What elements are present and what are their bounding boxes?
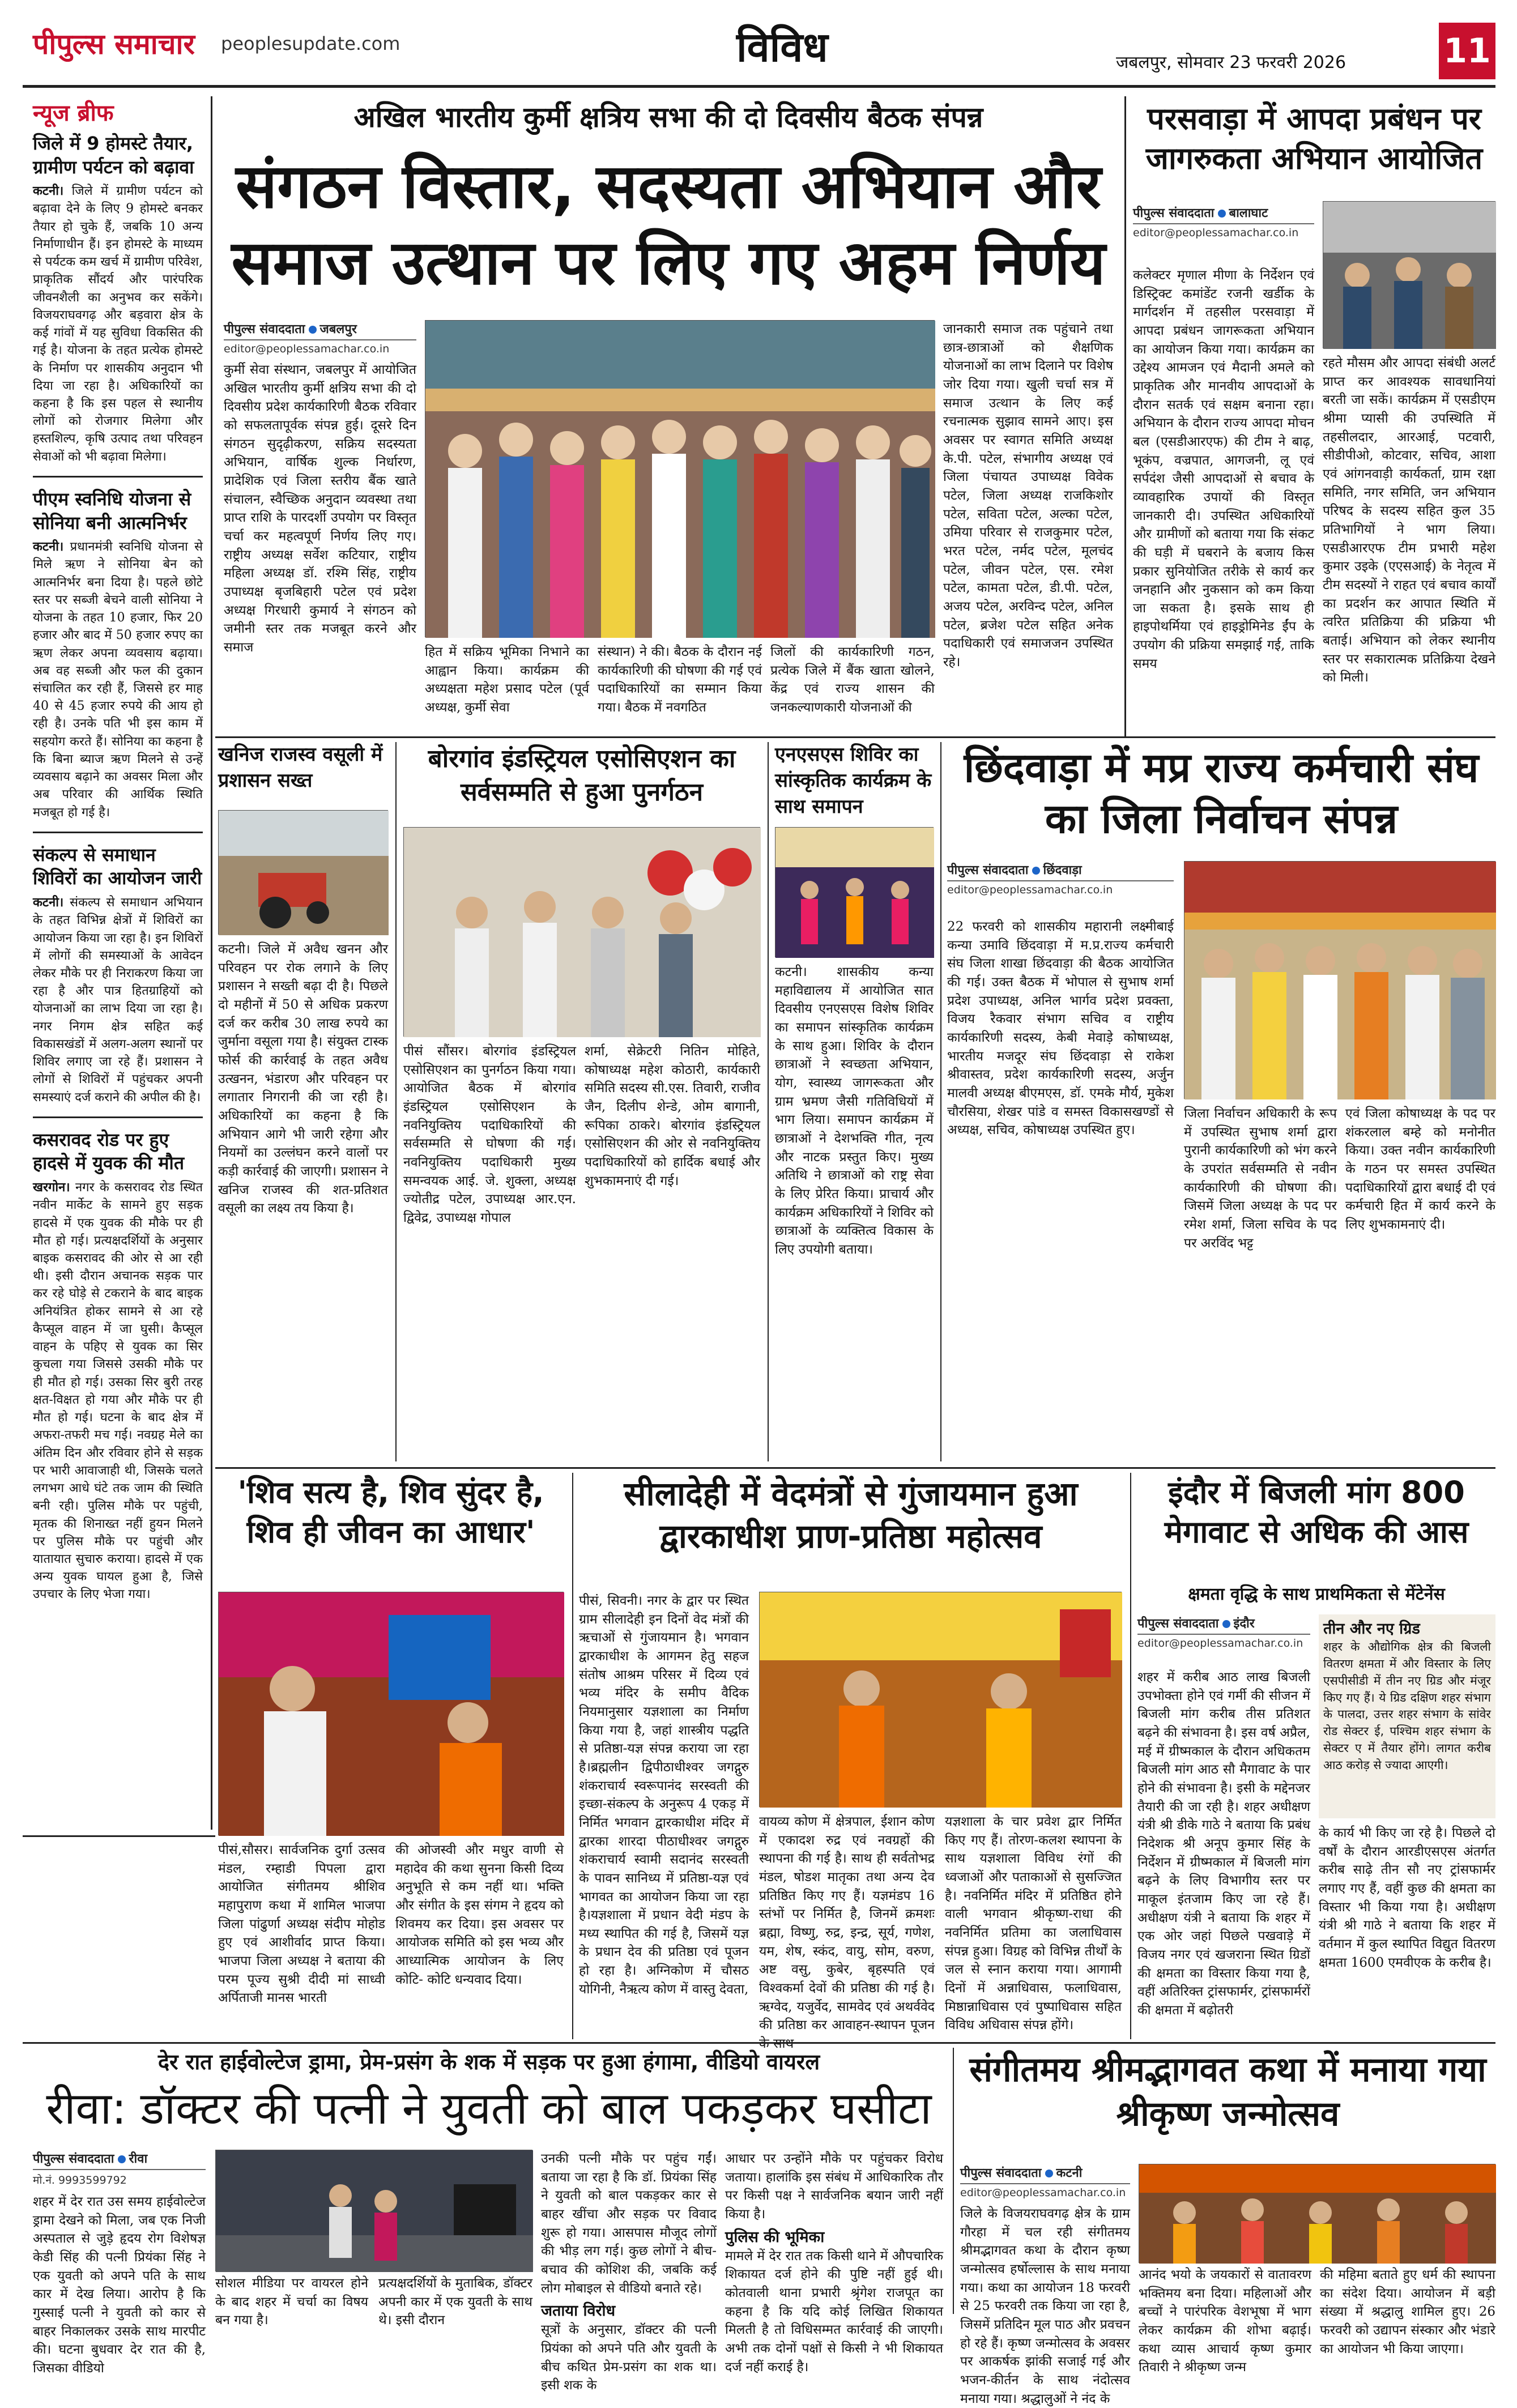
khanij-photo [218, 810, 388, 935]
rewa-headline: रीवा: डॉक्टर की पत्नी ने युवती को बाल पकड़कर घसीटा [46, 2083, 932, 2134]
bullet-icon [1045, 2170, 1053, 2177]
rewa-col1: पीपुल्स संवाददाता रीवा मो.नं. 9993599792 शहर में देर रात उस समय हाईवोल्टेज ड्रामा देखने को मिला, जब एक निजी अस्पताल से जुड़े हृदय रोग विशेषज्ञ केडी सिंह की पत्नी प्रियंका सिंह ने एक युवती को अपने पति के साथ कार में देख लिया। आरोप है कि गुस्साई पत्नी ने युवती को कार से बाहर निकालकर उसके साथ मारपीट की। घटना बुधवार देर रात की है, जिसका वीडियो [33, 2150, 206, 2314]
rewa-col4: आधार पर उन्होंने मौके पर पहुंचकर विरोध जताया। हालांकि इस संबंध में आधिकारिक तौर पर किसी पक्ष ने सार्वजनिक बयान जारी नहीं किया है। पुलिस की भूमिका मामले में देर रात तक किसी थाने में औपचारिक शिकायत दर्ज होने की पुष्टि नहीं हुई थी। कोतवाली थाना प्रभारी श्रृंगेश राजपूत का कहना है कि यदि कोई लिखित शिकायत मिलती है तो विधिसम्मत कार्रवाई की जाएगी। अभी तक दोनों पक्षों से किसी ने भी शिकायत दर्ज नहीं कराई है। [725, 2151, 943, 2375]
rewa-kicker: देर रात हाईवोल्टेज ड्रामा, प्रेम-प्रसंग के शक में सड़क पर हुआ हंगामा, वीडियो वायरल [157, 2049, 820, 2074]
bhagwat-photo [1139, 2164, 1495, 2263]
bullet-icon [1218, 210, 1226, 218]
committee-photo-image [1184, 862, 1496, 1099]
bhagwat-headline: संगीतमय श्रीमद्भागवत कथा में मनाया गया श्रीकृष्ण जन्मोत्सव [969, 2050, 1486, 2134]
chhindwara-col1: 22 फरवरी को शासकीय महारानी लक्ष्मीबाई कन्या उमावि छिंदवाड़ा में म.प्र.राज्य कर्मचारी संघ जिला शाखा छिंदवाड़ा की बैठक आयोजित की गई। उक्त बैठक में भोपाल से सुभाष शर्मा प्रदेश उपाध्यक्ष, अनिल भार्गव प्रदेश प्रवक्ता, विजय रैकवार संभाग सचिव व राष्ट्रीय कार्यकारिणी सदस्य, केबी मेवाड़े कोषाध्यक्ष, भारतीय मजदूर संघ छिंदवाड़ा से राकेश श्रीवास्तव, प्रदेश कार्यकारिणी सदस्य, अर्जुन मालवी अध्यक्ष बीएमएस, डॉ. एमके मौर्य, मुकेश चौरसिया, शेखर पांडे व समस्त विकासखण्डों से अध्यक्ष, सचिव, कोषाध्यक्ष उपस्थित हुए। [947, 919, 1174, 1138]
chhindwara-byline: पीपुल्स संवाददाता छिंदवाड़ा editor@peoplessamachar.co.in [947, 861, 1174, 918]
tractor-photo-image [219, 811, 389, 935]
parasawada-headline: परसवाड़ा में आपदा प्रबंधन पर जागरुकता अभियान आयोजित [1145, 101, 1483, 177]
rewa-col2: प्रत्यक्षदर्शियों के मुताबिक, डॉक्टर अपनी कार में एक युवती के साथ थे। इसी दौरान [378, 2276, 532, 2328]
lead-byline: पीपुल्स संवाददाता जबलपुर [224, 320, 416, 340]
lead-email: editor@peoplessamachar.co.in [224, 343, 390, 355]
training-photo-image [1323, 202, 1496, 349]
seeladehi-col2: वायव्य कोण में क्षेत्रपाल, ईशान कोण में एकादश रुद्र एवं नवग्रहों की स्थापना की गई है। साथ ही सर्वतोभद्र मंडल, षोडश मातृका तथा अन्य देव प्रतिष्ठित किए गए हैं। यज्ञमंडप 16 स्तंभों पर निर्मित है, जिनमें क्रमशः ब्रह्मा, विष्णु, रुद्र, इन्द्र, सूर्य, गणेश, यम, शेष, स्कंद, वायु, सोम, वरुण, अष्ट वसु, कुबेर, बृहस्पति एवं विश्वकर्मा देवों की प्रतिष्ठा की गई है। ऋग्वेद, यजुर्वेद, सामवेद एवं अथर्ववेद की प्रतिष्ठा कर आवाहन-स्थापन पूजन [759, 1814, 935, 2033]
site-url[interactable]: peoplesupdate.com [221, 33, 400, 54]
indore-box-text: शहर के औद्योगिक क्षेत्र की बिजली वितरण क्षमता में और विस्तार के लिए एसपीसीडी में तीन नए ग्रिड और मंजूर किए गए हैं। ये ग्रिड दक्षिण शहर संभाग के पालदा, उत्तर शहर संभाग के सांवेर रोड सेक्टर ई, पश्चिम शहर संभाग के सेक्टर ए में तैयार होंगे। लागत करीब आठ करोड़ से ज्यादा आएगी। [1323, 1640, 1491, 1772]
seeladehi-photo [759, 1592, 1122, 1807]
rewa-caption: सोशल मीडिया पर वायरल होने के बाद शहर में चर्चा का विषय बन गया है। [215, 2276, 368, 2328]
lead-under2: संस्थान) ने की। बैठक के दौरान नई कार्यकारिणी की घोषणा की गई एवं पदाधिकारियों का सम्मान किया गया। बैठक में नवगठित [598, 645, 762, 715]
shiv-col2: की ओजस्वी और मधुर वाणी से महादेव की कथा सुनना किसी दिव्य अनुभूति से कम नहीं था। भक्ति और संगीत के इस संगम ने हृदय को शिवमय कर दिया। इस अवसर पर आयोजक समिति को इस भव्य और आध्यात्मिक आयोजन के लिए कोटि- कोटि धन्यवाद दिया। [395, 1843, 564, 1987]
chhindwara-col3: एवं जिला कोषाध्यक्ष के पद पर शंकरलाल बम्हे को मनोनीत किया। उक्त नवीन कार्यकारिणी के गठन पर समस्त उपस्थित पदाधिकारियों द्वारा बधाई दी एवं कर्मचारी हित में कार्य करने के लिए शुभकामनाएं दी। [1345, 1106, 1495, 1232]
bhagwat-col3: की महिमा बताते हुए धर्म की स्थापना का संदेश दिया। आयोजन में बड़ी संख्या में श्रद्धालु शामिल हुए। 26 फरवरी को उद्यापन संस्कार और भंडारे का आयोजन भी किया जाएगा। [1320, 2268, 1495, 2356]
column-divider [572, 1473, 573, 2039]
brief-text: कटनी। जिले में ग्रामीण पर्यटन को बढ़ावा देने के लिए 9 होमस्टे बनकर तैयार हो चुके हैं, जबकि 10 अन्य निर्माणाधीन हैं। इन होमस्टे के माध्यम से पर्यटक कम खर्च में ग्रामीण परिवेश, प्राकृतिक सौंदर्य और पारंपरिक जीवनशैली का अनुभव कर सकेंगे। विजयराघवगढ़ और बड़वारा क्षेत्र के कई गांवों में यह सुविधा विकसित की गई है। योजना के तहत प्रत्येक होमस्टे के निर्माण पर शासकीय अनुदान भी दिया जा रहा है। अधिकारियों का कहना है कि इस पहल से स्थानीय लोगों को रोजगार मिलेगा और हस्तशिल्प, कृषि उत्पाद तथा परिवहन सेवाओं को भी बढ़ावा मिलेगा। [33, 184, 203, 464]
brief-title: संकल्प से समाधान शिविरों का आयोजन जारी [33, 843, 202, 889]
seeladehi-headline: सीलादेही में वेदमंत्रों से गुंजायमान हुआ द्वारकाधीश प्राण-प्रतिष्ठा महोत्सव [624, 1474, 1078, 1556]
parasawada-col1: कलेक्टर मृणाल मीणा के निर्देशन एवं डिस्ट्रिक्ट कमांडेंट रजनी खर्डीक के मार्गदर्शन में तहसील परसवाड़ा में आपदा प्रबंधन जागरूकता अभियान का आयोजन किया गया। कार्यक्रम का उद्देश्य आमजन एवं मैदानी अमले को प्राकृतिक और मानवीय आपदाओं के दौरान सतर्क एवं सक्षम बनाना रहा। अभियान के दौरान राज्य आपदा मोचन बल (एसडीआरएफ) की टीम ने बाढ़, भूकंप, वज्रपात, आगजनी, लू एवं सर्पदंश जैसी आपदाओं से बचाव के व्यावहारिक उपायों की विस्तृत जानकारी दी। उपस्थित अधिकारियों और ग्रामीणों को बताया गया कि संकट की घड़ी में घबराने के बजाय किस प्रकार सुनियोजित तरीके से कार्य कर जनहानि और नुकसान को कम किया जा सकता है। इसके साथ ही हाइपोथर्मिया एवं हाइड्रोमिनेड ईंप के उपयोग की प्रक्रिया समझाई गई, ताकि समय [1133, 268, 1314, 671]
indore-byline: पीपुल्स संवाददाता इंदौर editor@peoplessamachar.co.in [1137, 1614, 1310, 1671]
column-divider [1130, 1473, 1131, 2039]
brief-item [33, 843, 203, 1106]
rewa-col3: उनकी पत्नी मौके पर पहुंच गईं। बताया जा रहा है कि डॉ. प्रियंका सिंह ने युवती को बाल पकड़कर कार से बाहर खींचा और सड़क पर विवाद शुरू हो गया। आसपास मौजूद लोगों की भीड़ लग गई। कुछ लोगों ने बीच-बचाव की कोशिश की, जबकि कई लोग मोबाइल से वीडियो बनाते रहे। जताया विरोध सूत्रों के अनुसार, डॉक्टर की पत्नी प्रियंका को अपने पति और युवती के बीच कथित प्रेम-प्रसंग का शक था। इसी शक के [541, 2151, 717, 2393]
group-photo-image [425, 321, 935, 638]
indore-box [1319, 1614, 1495, 1818]
shiv-photo [218, 1592, 564, 1835]
brief-text: कटनी। संकल्प से समाधान अभियान के तहत विभिन्न क्षेत्रों में शिविरों का आयोजन किया जा रहा है। इन शिविरों में लोगों की समस्याओं के आवेदन लेकर मौके पर ही निराकरण किया जा रहा है और पात्र हितग्राहियों को योजनाओं का लाभ दिया जा रहा है। नगर निगम क्षेत्र सहित कई विकासखंडों में अलग-अलग स्थानों पर शिविर लगाए जा रहे हैं। प्रशासन ने लोगों से शिविरों में पहुंचकर अपनी समस्याएं दर्ज कराने की अपील की है। [33, 896, 203, 1105]
column-divider [211, 96, 212, 1830]
section-divider [23, 2042, 1495, 2044]
khanij-headline: खनिज राजस्व वसूली में प्रशासन सख्त [218, 743, 383, 792]
column-divider [953, 2048, 954, 2314]
indore-box-title: तीन और नए ग्रिड [1323, 1620, 1420, 1638]
brief-text: खरगोन। नगर के कसरावद रोड स्थित नवीन मार्केट के सामने हुए सड़क हादसे में एक युवक की मौके पर ही मौत हो गई। प्रत्यक्षदर्शियों के अनुसार बाइक कसरावद की ओर से आ रही थी। इसी दौरान अचानक सड़क पार कर रहे घोड़े से टकराने के बाद बाइक अनियंत्रित होकर सामने से आ रहे कैप्सूल वाहन में जा घुसी। कैप्सूल वाहन के पहिए से युवक का सिर कुचला गया जिससे उसकी मौके पर ही मौत हो गई। उसका सिर बुरी तरह क्षत-विक्षत हो गया और मौके पर ही मौत हो गई। घटना के बाद क्षेत्र में अफरा-तफरी मच गई। नवग्रह मेले का अंतिम दिन और रविवार होने से सड़क पर भारी आवाजाही थी, जिसके चलते लगभग आधे घंटे तक जाम की स्थिति बनी रही। पुलिस मौके पर पहुंची, मृतक की शिनाख्त नहीं हुयन मिलने पर पुलिस मौके पर पहुंची और यातायात सुचारु कराया। हादसे में एक अन्य युवक घायल हुआ है, जिसे उपचार के लिए भेजा गया। [33, 1180, 203, 1602]
lead-headline: संगठन विस्तार, सदस्यता अभियान और समाज उत्थान पर लिए गए अहम निर्णय [231, 151, 1106, 299]
seeladehi-col3: यज्ञशाला के चार प्रवेश द्वार निर्मित किए गए हैं। तोरण-कलश स्थापना के साथ यज्ञशाला विविध रंगों की ध्वजाओं और पताकाओं से सुसज्जित है। नवनिर्मित मंदिर में प्रतिष्ठित होने वाली भगवान श्रीकृष्ण-राधा की नवनिर्मित प्रतिमा का जलाधिवास संपन्न हुआ। विग्रह को विभिन्न तीर्थों के जल से स्नान कराया गया। आगामी दिनों में अन्नाधिवास, फलाधिवास, मिष्ठान्नाधिवास एवं पुष्पाधिवास सहित विविध अधिवास संपन्न होंगे। [945, 1814, 1122, 2033]
column-divider [768, 742, 769, 1461]
nss-photo [775, 827, 934, 957]
bhagwat-col2: आनंद भयो के जयकारों से वातावरण भक्तिमय बना दिया। महिलाओं और बच्चों ने पारंपरिक वेशभूषा में भाग लेकर कार्यक्रम की शोभा बढ़ाई। कथा व्यास आचार्य कृष्ण कुमार तिवारी ने श्रीकृष्ण जन्म [1139, 2268, 1311, 2375]
brief-title: जिले में 9 होमस्टे तैयार, ग्रामीण पर्यटन को बढ़ावा [33, 133, 194, 178]
chhindwara-headline: छिंदवाड़ा में मप्र राज्य कर्मचारी संघ का जिला निर्वाचन संपन्न [964, 744, 1479, 842]
borgaon-headline: बोरगांव इंडस्ट्रियल एसोसिएशन का सर्वसम्मति से हुआ पुनर्गठन [428, 744, 736, 807]
column-divider [1124, 96, 1126, 736]
borgaon-col1: पीसं सौंसर। बोरगांव इंडस्ट्रियल एसोसिएशन का पुनर्गठन किया गया। आयोजित बैठक में बोरगांव इंडस्ट्रियल एसोसिएशन के नवनियुक्तिय पदाधिकारियों की सर्वसम्मति से घोषणा की गई। नवनियुक्तिय पदाधिकारी मुख्य समन्वयक आई. जे. शुक्ला, अध्यक्ष ज्योतीद्र पटेल, उपाध्यक्ष आर.एन. द्विवेद्र, उपाध्यक्ष गोपाल [403, 1044, 576, 1225]
lead-under3: जिलों की कार्यकारिणी गठन, प्रत्येक जिले में बैंक खाता खोलने, केंद्र एवं राज्य शासन की जनकल्याणकारी योजनाओं की [770, 645, 935, 715]
edition-date: जबलपुर, सोमवार 23 फरवरी 2026 [1116, 53, 1346, 73]
news-brief-column [33, 96, 203, 1830]
borgaon-col2: शर्मा, सेक्रेटरी नितिन मोहिते, कोषाध्यक्ष महेश कोठारी, कार्यकारी समिति सदस्य सी.एस. तिवारी, राजीव जैन, दिलीप शेन्डे, ओम बागानी, रूपिका ठाकरे। बोरगांव इंडस्ट्रियल एसोसिएशन की ओर से नवनियुक्तिय पदाधिकारियों को हार्दिक बधाई और शुभकामनाएं दी गई। [585, 1044, 760, 1188]
lead-col2 [943, 320, 1113, 728]
meeting-photo-image [404, 828, 761, 1037]
chhindwara-col2: जिला निर्वाचन अधिकारी के रूप में उपस्थित सुभाष शर्मा द्वारा पुरानी कार्यकारिणी को भंग करने के उपरांत सर्वसम्मति से नवीन कार्यकारिणी की घोषणा की। जिसमें जिला अध्यक्ष के पद पर रमेश शर्मा, जिला सचिव के पद पर अरविंद भट्ट [1184, 1106, 1337, 1251]
section-title: विविध [736, 23, 828, 71]
shiv-col1: पीसं,सौसर। सार्वजनिक दुर्गा उत्सव मंडल, रम्हाडी पिपला द्वारा आयोजित संगीतमय श्रीशिव महापुराण कथा में शामिल भाजपा जिला पांढुर्णा अध्यक्ष संदीप मोहोड हुए एवं आशीर्वाद प्राप्त किया। भाजपा जिला अध्यक्ष ने बताया की परम पूज्य सुश्री दीदी मां साध्वी अर्पिताजी मानस भारती [218, 1843, 385, 2006]
lead-text-col2: जानकारी समाज तक पहुंचाने तथा छात्र-छात्राओं को शैक्षणिक योजनाओं का लाभ दिलाने पर विशेष जोर दिया गया। खुली चर्चा सत्र में समाज उत्थान के लिए कई रचनात्मक सुझाव सामने आए। इस अवसर पर स्वागत समिति अध्यक्ष के.पी. पटेल, संभागीय अध्यक्ष एवं जिला पंचायत उपाध्यक्ष विवेक पटेल, जिला अध्यक्ष राजकिशोर पटेल, सविता पटेल, अल्का पटेल, उमिया परिवार से राजकुमार पटेल, भरत पटेल, नर्मद पटेल, मूलचंद पटेल, जीवन पटेल, एस. रमेश पटेल, कामता पटेल, डी.पी. पटेल, अजय पटेल, अरविन्द पटेल, अनिल पटेल, ब्रजेश पटेल सहित अनेक पदाधिकारी एवं समाजजन उपस्थित रहे। [943, 322, 1113, 670]
nss-headline: एनएसएस शिविर का सांस्कृतिक कार्यक्रम के साथ समापन [775, 743, 932, 818]
parasawada-photo [1323, 201, 1495, 348]
bhagwat-col1: पीपुल्स संवाददाता कटनी editor@peoplessamachar.co.in जिले के विजयराघवगढ़ क्षेत्र के ग्राम गौरहा में चल रही संगीतमय श्रीमद्भागवत कथा के दौरान कृष्ण जन्मोत्सव हर्षोल्लास के साथ मनाया गया। कथा का आयोजन 18 फरवरी से 25 फरवरी तक किया जा रहा है, जिसमें प्रतिदिन मूल पाठ और प्रवचन हो रहे हैं। कृष्ण जन्मोत्सव के अवसर पर आकर्षक झांकी सजाई गई और भजन-कीर्तन के साथ नंदोत्सव मनाया गया। श्रद्धालुओं ने नंद के [960, 2164, 1130, 2314]
brief-text: कटनी। प्रधानमंत्री स्वनिधि योजना से मिले ऋण ने सोनिया बेन को आत्मनिर्भर बना दिया है। पहले छोटे स्तर पर सब्जी बेचने वाली सोनिया ने योजना के तहत 10 हजार, फिर 20 हजार और बाद में 50 हजार रुपए का ऋण लेकर अपना व्यवसाय बढ़ाया। अब वह सब्जी और फल की दुकान संचालित कर रही हैं, जिससे हर माह 40 से 45 हजार रुपये की आय हो रही है। उनके पति भी इस काम में सहयोग करते हैं। सोनिया का कहना है कि बिना ब्याज ऋण मिलने से उन्हें व्यवसाय बढ़ाने का अवसर मिला और अब परिवार की आर्थिक स्थिति मजबूत हो गई है। [33, 540, 203, 820]
indore-subhead: क्षमता वृद्धि के साथ प्राथमिकता से मेंटेनेंस [1188, 1584, 1445, 1604]
borgaon-photo [403, 827, 760, 1037]
brief-title: कसरावद रोड पर हुए हादसे में युवक की मौत [33, 1128, 185, 1174]
bullet-icon [118, 2155, 126, 2163]
brief-title: पीएम स्वनिधि योजना से सोनिया बनी आत्मनिर्भर [33, 488, 191, 534]
lead-under1: हित में सक्रिय भूमिका निभाने का आह्वान किया। कार्यक्रम की अध्यक्षता महेश प्रसाद पटेल (पूर्व अध्यक्ष, कुर्मी सेवा [425, 645, 589, 715]
newspaper-logo: पीपुल्स समाचार [33, 28, 195, 61]
indore-col2: के कार्य भी किए जा रहे है। पिछले दो वर्षों के दौरान आरडीएसएस अंतर्गत करीब साढ़े तीन सौ नए ट्रांसफार्मर लगाए गए हैं, वहीं कुछ की क्षमता का विस्तार भी किया गया है। अधीक्षण यंत्री श्री गाठे ने बताया कि शहर में वर्तमान में कुल स्थापित विद्युत वितरण क्षमता 1600 एमवीएक के करीब है। [1319, 1826, 1495, 1970]
street-photo-image [216, 2150, 533, 2272]
section-divider [215, 1467, 1495, 1469]
lead-col1 [224, 320, 416, 660]
rewa-photo [215, 2150, 532, 2271]
bullet-icon [309, 326, 317, 334]
shiv-headline: 'शिव सत्य है, शिव सुंदर है, शिव ही जीवन का आधार' [237, 1474, 544, 1550]
parasawada-col2: रहते मौसम और आपदा संबंधी अलर्ट प्राप्त कर आवश्यक सावधानियां बरती जा सकें। कार्यक्रम में एसडीएम श्रीमा प्यासी की उपस्थिति में तहसीलदार, आरआई, पटवारी, सीडीपीओ, कोटवार, सचिव, आशा एवं आंगनवाड़ी कार्यकर्ता, ग्राम रक्षा समिति, नगर समिति, जन अभियान परिषद के सदस्य सहित कुल 35 प्रतिभागियों ने भाग लिया। एसडीआरएफ टीम प्रभारी महेश कुमार उइके (एएसआई) के नेतृत्व में टीम सदस्यों ने राहत एवं बचाव कार्यों का प्रदर्शन कर आपात स्थिति में त्वरित प्रतिक्रिया की प्रक्रिया भी बताई। अभियान को लेकर स्थानीय स्तर पर सकारात्मक प्रतिक्रिया देखने को मिली। [1323, 356, 1495, 685]
masthead-divider [23, 85, 1495, 88]
bullet-icon [1222, 1620, 1230, 1628]
katha-photo-image [219, 1592, 564, 1836]
nss-text: कटनी। शासकीय कन्या महाविद्यालय में आयोजित सात दिवसीय एनएसएस विशेष शिविर का समापन सांस्कृतिक कार्यक्रम के साथ हुआ। शिविर के दौरान छात्राओं ने स्वच्छता अभियान, योग, स्वास्थ्य जागरूकता और ग्राम भ्रमण जैसी गतिविधियों में भाग लिया। समापन कार्यक्रम में छात्राओं ने देशभक्ति गीत, नृत्य और नाटक प्रस्तुत किए। मुख्य अतिथि ने छात्राओं को राष्ट्र सेवा के लिए प्रेरित किया। प्राचार्य और कार्यक्रम अधिकारियों ने शिविर को छात्राओं के व्यक्तित्व विकास के लिए उपयोगी बताया। [775, 965, 934, 1257]
column-divider [940, 742, 941, 1461]
rewa-subhead: पुलिस की भूमिका [725, 2228, 825, 2246]
brief-item [33, 132, 203, 466]
section-divider [23, 1835, 215, 1837]
seeladehi-col1: पीसं, सिवनी। नगर के द्वार पर स्थित ग्राम सीलादेही इन दिनों वेद मंत्रों की ऋचाओं से गुंजायमान है। भगवान द्वारकाधीश के आगमन हेतु सहज संतोष आश्रम परिसर में दिव्य एवं भव्य मंदिर के समीप वैदिक नियमानुसार यज्ञशाला का निर्माण किया गया है, जहां शास्त्रीय पद्धति से प्रतिष्ठा-यज्ञ संपन्न कराया जा रहा है।ब्रह्मलीन द्विपीठाधीश्वर जगद्गुरु शंकराचार्य स्वरूपानंद सरस्वती की इच्छा-संकल्प के अनुरूप 4 एकड़ में निर्मित भगवान द्वारकाधीश मंदिर में द्वारका शारदा पीठाधीश्वर जगद्गुरु शंकराचार्य स्वामी सदानंद सरस्वती के पावन सानिध्य में प्रतिष्ठा-यज्ञ एवं भागवत का आयोजन किया जा रहा है।यज्ञशाला में प्रधान वेदी मंडप के मध्य स्थापित की गई है, जिसमें यज्ञ के प्रधान देव की प्रतिष्ठा एवं पूजन हो रहा है। अग्निकोण में चौसठ योगिनी, नैऋत्य कोण में वास्तु देवता, [579, 1593, 749, 1997]
lead-text-col1: कुर्मी सेवा संस्थान, जबलपुर में आयोजित अखिल भारतीय कुर्मी क्षत्रिय सभा की दो दिवसीय प्रदेश कार्यकारिणी बैठक रविवार को सफलतापूर्वक संपन्न हुई। दूसरे दिन संगठन सुदृढ़ीकरण, सक्रिय सदस्यता अभियान, वार्षिक शुल्क निर्धारण, प्रादेशिक एवं जिला स्तरीय बैंक खाते संचालन, स्वैच्छिक अनुदान व्यवस्था तथा प्राप्त राशि के पारदर्शी उपयोग पर विस्तृत चर्चा कर महत्वपूर्ण निर्णय लिए गए। राष्ट्रीय अध्यक्ष सर्वेश कटियार, राष्ट्रीय महिला अध्यक्ष डॉ. रश्मि सिंह, राष्ट्रीय उपाध्यक्ष बृजबिहारी पटेल एवं प्रदेश अध्यक्ष गिरधारी कुमार्य ने संगठन को जमीनी स्तर तक मजबूत करने और समाज [224, 363, 416, 655]
khanij-text: कटनी। जिले में अवैध खनन और परिवहन पर रोक लगाने के लिए प्रशासन ने सख्ती बढ़ा दी है। पिछले दो महीनों में 50 से अधिक प्रकरण दर्ज कर करीब 30 लाख रुपये का जुर्माना वसूला गया है। संयुक्त टास्क फोर्स की कार्रवाई के तहत अवैध उत्खनन, भंडारण और परिवहन पर लगातार निगरानी की जा रही है। अधिकारियों का कहना है कि अभियान आगे भी जारी रहेगा और नियमों का उल्लंघन करने वालों पर कड़ी कार्रवाई की जाएगी। प्रशासन ने खनिज राजस्व की शत-प्रतिशत वसूली का लक्ष्य तय किया है। [218, 942, 388, 1216]
column-divider [395, 742, 397, 1461]
section-divider [215, 736, 1495, 738]
rewa-subhead: जताया विरोध [541, 2302, 616, 2320]
news-brief-label: न्यूज ब्रीफ [33, 100, 114, 126]
page-number: 11 [1439, 23, 1495, 79]
bullet-icon [1032, 867, 1040, 875]
brief-item [33, 1128, 203, 1604]
indore-headline: इंदौर में बिजली मांग 800 मेगावाट से अधिक की आस [1164, 1474, 1469, 1550]
dance-photo-image [775, 828, 934, 958]
chhindwara-photo [1184, 861, 1495, 1099]
indore-col1: शहर में करीब आठ लाख बिजली उपभोक्ता होने एवं गर्मी की सीजन में बिजली मांग करीब तीस प्रतिशत बढ़ने की संभावना है। इस वर्ष अप्रैल, मई में ग्रीष्मकाल के दौरान अधिकतम बिजली मांग आठ सौ मैगावाट के पार होने की संभावना है। इसी के मद्देनजर तैयारी की जा रही है। शहर अधीक्षण यंत्री श्री डीके गाठे ने बताया कि प्रबंध निदेशक श्री अनूप कुमार सिंह के निर्देशन में ग्रीष्मकाल में बिजली मांग बढ़ने के लिए विभागीय स्तर पर माकूल इंतजाम किए जा रहे हैं। अधीक्षण यंत्री ने बताया कि शहर में एक ओर जहां पिछले पखवाड़े में विजय नगर एवं खजराना स्थित ग्रिडों की क्षमता का विस्तार किया गया है, वहीं अतिरिक्त ट्रांसफार्मर, ट्रांसफार्मरों की क्षमता में बढ़ोतरी [1137, 1670, 1310, 2018]
parasawada-byline: पीपुल्स संवाददाता बालाघाट editor@peoplessamachar.co.in [1133, 204, 1314, 261]
lead-photo [425, 320, 935, 637]
lead-kicker: अखिल भारतीय कुर्मी क्षत्रिय सभा की दो दिवसीय बैठक संपन्न [353, 101, 983, 134]
yagna-photo-image [760, 1592, 1122, 1808]
brief-item [33, 488, 203, 821]
devotees-photo-image [1139, 2164, 1496, 2264]
